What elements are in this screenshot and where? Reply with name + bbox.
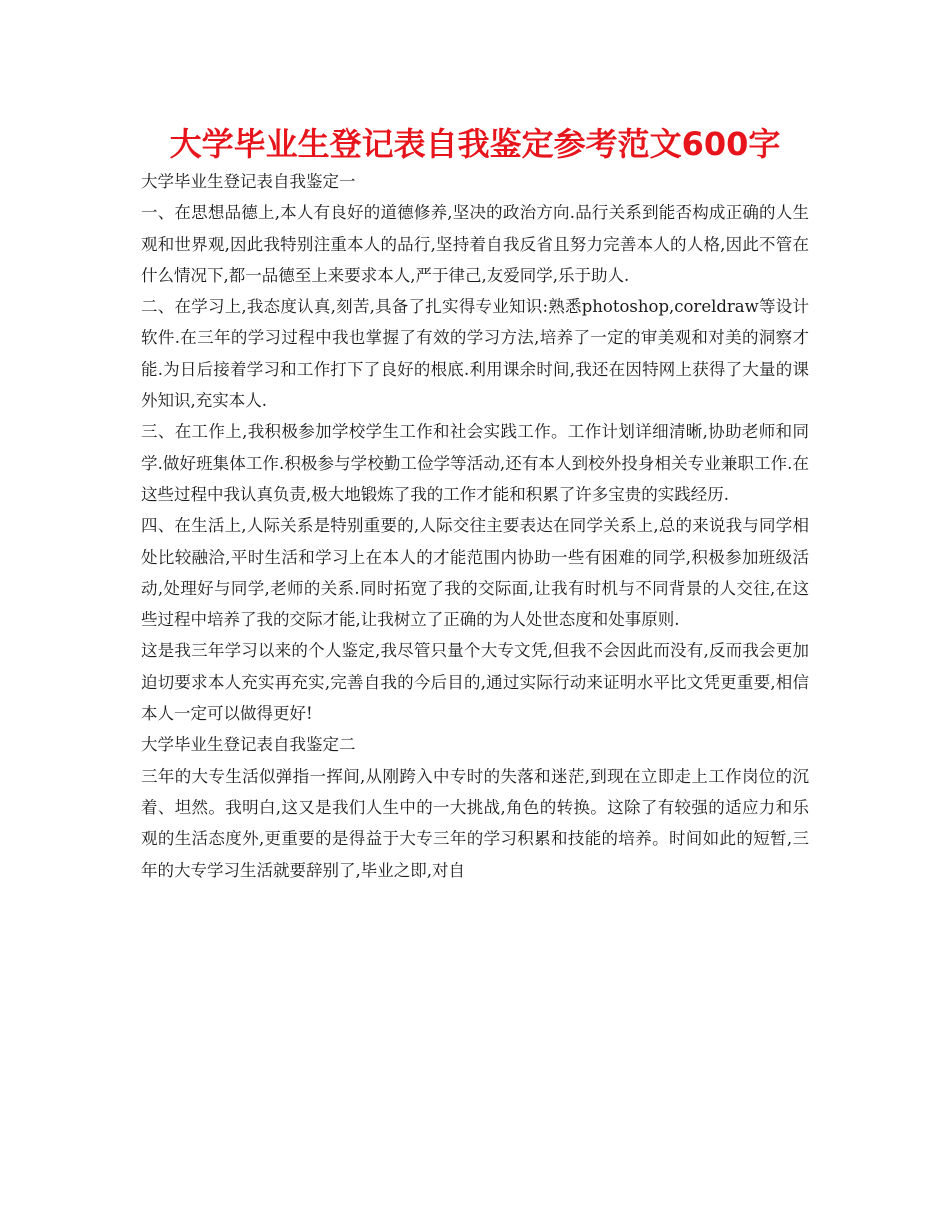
paragraph-summary: 这是我三年学习以来的个人鉴定,我尽管只量个大专文凭,但我不会因此而没有,反而我会更加迫切要求本人充实再充实,完善自我的今后目的,通过实际行动来证明水平比文凭更重要,相信本人一定可以做得更好! [141, 641, 809, 724]
paragraph-life: 四、在生活上,人际关系是特别重要的,人际交往主要表达在同学关系上,总的来说我与同学相处比较融洽,平时生活和学习上在本人的才能范围内协助一些有困难的同学,积极参加班级活动,处理好与同学,老师的关系.同时拓宽了我的交际面,让我有时机与不同背景的人交往,在这些过程中培养了我的交际才能,让我树立了正确的为人处世态度和处事原则. [141, 516, 809, 630]
paragraph-study: 二、在学习上,我态度认真,刻苦,具备了扎实得专业知识:熟悉photoshop,coreldraw等设计软件.在三年的学习过程中我也掌握了有效的学习方法,培养了一定的审美观和对美的洞察才能.为日后接着学习和工作打下了良好的根底.利用课余时间,我还在因特网上获得了大量的课外知识,充实本人. [141, 297, 809, 411]
section-heading-1: 大学毕业生登记表自我鉴定一 [141, 172, 356, 191]
paragraph-moral: 一、在思想品德上,本人有良好的道德修养,坚决的政治方向.品行关系到能否构成正确的人生观和世界观,因此我特别注重本人的品行,坚持着自我反省且努力完善本人的人格,因此不管在什么情况下,都一品德至上来要求本人,严于律己,友爱同学,乐于助人. [141, 203, 809, 285]
document-body [141, 166, 809, 886]
document-title: 大学毕业生登记表自我鉴定参考范文600字 [169, 125, 781, 163]
paragraph-work: 三、在工作上,我积极参加学校学生工作和社会实践工作。工作计划详细清晰,协助老师和同学.做好班集体工作.积极参与学校勤工俭学等活动,还有本人到校外投身相关专业兼职工作.在这些过程中我认真负责,极大地锻炼了我的工作才能和积累了许多宝贵的实践经历. [141, 422, 809, 504]
paragraph-college-life: 三年的大专生活似弹指一挥间,从刚跨入中专时的失落和迷茫,到现在立即走上工作岗位的沉着、坦然。我明白,这又是我们人生中的一大挑战,角色的转换。这除了有较强的适应力和乐观的生活态度外,更重要的是得益于大专三年的学习积累和技能的培养。时间如此的短暂,三年的大专学习生活就要辞别了,毕业之即,对自 [141, 766, 809, 880]
section-heading-2: 大学毕业生登记表自我鉴定二 [141, 735, 356, 755]
